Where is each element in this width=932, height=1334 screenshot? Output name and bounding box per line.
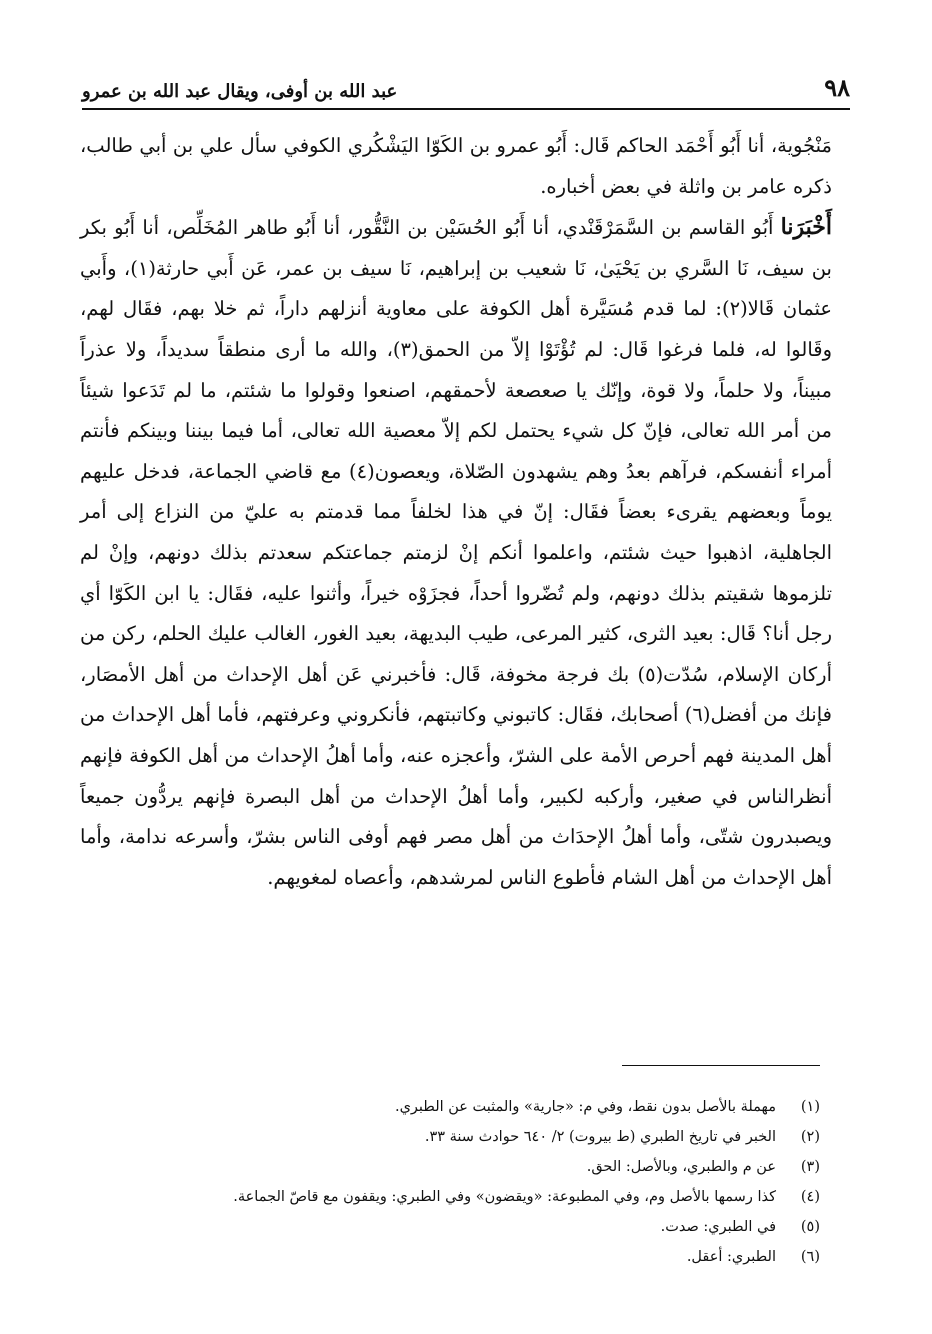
footnote-1 <box>260 1092 820 1122</box>
footnote-number: (١) <box>800 1099 820 1115</box>
paragraph-2 <box>80 207 832 898</box>
footnote-number: (٢) <box>800 1129 820 1145</box>
footnote-3 <box>260 1152 820 1182</box>
footnote-text: عن م والطبري، وبالأصل: الحق. <box>586 1159 776 1175</box>
footnote-text: مهملة بالأصل بدون نقط، وفي م: «جارية» والمثبت عن الطبري. <box>394 1099 776 1115</box>
paragraph-lead-word: أَخْبَرَنا <box>780 214 832 241</box>
footnotes <box>233 1092 820 1272</box>
footnote-4 <box>233 1182 820 1212</box>
footnote-divider <box>622 1065 820 1066</box>
footnote-number: (٦) <box>800 1249 820 1265</box>
footnote-text: كذا رسمها بالأصل وم، وفي المطبوعة: «ويقضون» وفي الطبري: ويقفون مع قاصّ الجماعة. <box>233 1189 776 1205</box>
footnote-text: الخبر في تاريخ الطبري (ط بيروت) ٢/ ٦٤٠ حوادث سنة ٣٣. <box>424 1129 776 1145</box>
footnote-text: في الطبري: صدت. <box>660 1219 776 1235</box>
main-text <box>80 126 832 898</box>
footnote-text: الطبري: أعقل. <box>686 1249 776 1265</box>
footnote-6 <box>260 1242 820 1272</box>
running-title: عبد الله بن أوفى، ويقال عبد الله بن عمرو <box>82 81 398 102</box>
footnote-2 <box>260 1122 820 1152</box>
footnote-number: (٣) <box>800 1159 820 1175</box>
footnote-number: (٥) <box>800 1219 820 1235</box>
footnote-5 <box>260 1212 820 1242</box>
paragraph-1: مَنْجُوية، أنا أَبُو أَحْمَد الحاكم قَال: أَبُو عمرو بن الكَوّا اليَشْكُري الكوفي سأل علي بن أبي طالب، ذكره عامر بن واثلة في بعض أخباره. <box>80 134 832 198</box>
paragraph-2-text: أَبُو القاسم بن السَّمَرْقَنْدي، أنا أَبُو الحُسَيْن بن النَّقُّور، أنا أَبُو طاهر المُخَلِّص، أنا أَبُو بكر بن سيف، نَا السَّري بن يَحْيَىٰ، نَا شعيب بن إبراهيم، نَا سيف بن عمر، عَن أَبي حارثة(١)، وأَبي عثمان قَالا(٢): لما قدم مُسَيَّرة أهل الكوفة على معاوية أنزلهم داراً، ثم خلا بهم، فقَال لهم، وقَالوا له، فلما فرغوا قَال: لم تُؤْتَوْا إلاّ من الحمق(٣)، والله ما أرى منطقاً سديداً، ولا عذراً مبيناً، ولا حلماً، ولا قوة، وإنّك يا صعصعة لأحمقهم، اصنعوا وقولوا ما شئتم، ما لم تَدَعوا شيئاً من أمر الله تعالى، فإنّ كل شيء يحتمل لكم إلاّ معصية الله تعالى، أما فيما بيننا وبينكم فأنتم أمراء أنفسكم، فرآهم بعدُ وهم يشهدون الصّلاة، ويعصون(٤) مع قاضي الجماعة، فدخل عليهم يوماً وبعضهم يقرىء بعضاً فقَال: إنّ في هذا لخلفاً مما قدمتم به عليّ من النزاع إلى أمر الجاهلية، اذهبوا حيث شئتم، واعلموا أنكم إنْ لزمتم جماعتكم سعدتم بذلك دونهم، وإنْ لم تلزموها شقيتم بذلك دونهم، ولم تُضّروا أحداً، فجزَوْه خيراً، وأثنوا عليه، فقَال: يا ابن الكَوّا أي رجل أنا؟ قَال: بعيد الثرى، كثير المرعى، طيب البديهة، بعيد الغور، الغالب عليك الحلم، ركن من أركان الإسلام، سُدّت(٥) بك فرجة مخوفة، قَال: فأخبرني عَن أهل الإحداث من أهل الأمصَار، فإنك من أفضل(٦) أصحابك، فقَال: كاتبوني وكاتبتهم، فأنكروني وعرفتهم، فأما أهل الإحداث من أهل المدينة فهم أحرص الأمة على الشرّ، وأعجزه عنه، وأما أهلُ الإحداث من أهل الكوفة فإنهم أنظرالناس في صغير، وأركبه لكبير، وأما أهلُ الإحداث من أهل البصرة فإنهم يردُّون جميعاً ويصبدرون شتّى، وأما أهلُ الإحدَاث من أهل مصر فهم أوفى الناس بشرّ، وأسرعه ندامة، وأما أهل الإحداث من أهل الشام فأطوع الناس لمرشدهم، وأعصاه لمغويهم. <box>80 216 833 889</box>
page-number: ٩٨ <box>824 73 850 102</box>
page-header <box>82 70 850 110</box>
footnote-number: (٤) <box>800 1189 820 1205</box>
